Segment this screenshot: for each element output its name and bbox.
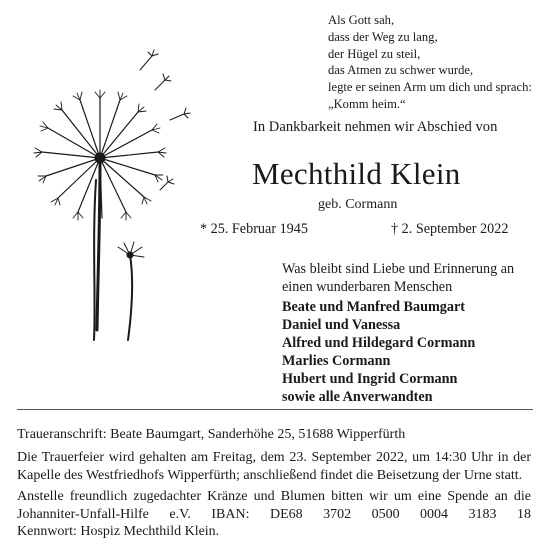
mourner-name: Beate und Manfred Baumgart bbox=[282, 299, 465, 315]
donation-line: Anstelle freundlich zugedachter Kränze und Blumen bitten wir um eine Spende an die bbox=[17, 489, 531, 504]
mourning-address: Traueranschrift: Beate Baumgart, Sanderhöhe 25, 51688 Wipperfürth bbox=[17, 427, 406, 442]
poem-line: Als Gott sah, bbox=[328, 13, 395, 27]
mourner-name: Alfred und Hildegard Cormann bbox=[282, 335, 476, 352]
donation-line: Kennwort: Hospiz Mechthild Klein. bbox=[17, 524, 220, 540]
mourner-name: Marlies Cormann bbox=[282, 353, 391, 370]
funeral-info bbox=[17, 449, 531, 484]
remembrance-text bbox=[282, 260, 514, 296]
poem-line: das Atmen zu schwer wurde, bbox=[328, 63, 474, 78]
mourner-name: Hubert und Ingrid Cormann bbox=[282, 371, 458, 388]
mourner-name: sowie alle Anverwandten bbox=[282, 389, 433, 406]
deceased-name: Mechthild Klein bbox=[252, 156, 461, 191]
donation-info bbox=[17, 488, 531, 541]
dandelion-icon bbox=[10, 40, 210, 360]
poem bbox=[328, 12, 532, 113]
divider bbox=[17, 409, 533, 410]
death-date: † 2. September 2022 bbox=[391, 221, 509, 237]
poem-line: legte er seinen Arm um dich und sprach: bbox=[328, 80, 532, 95]
poem-line: der Hügel zu steil, bbox=[328, 46, 421, 61]
mourners-list bbox=[282, 298, 475, 407]
poem-line: dass der Weg zu lang, bbox=[328, 29, 438, 44]
funeral-line: Kapelle des Westfriedhofs Wipperfürth; anschließend findet die Beisetzung der Urne statt. bbox=[17, 467, 523, 483]
birth-name: geb. Cormann bbox=[318, 197, 398, 212]
funeral-line: Die Trauerfeier wird gehalten am Freitag, dem 23. September 2022, um 14:30 Uhr in der bbox=[17, 450, 531, 465]
farewell-heading: In Dankbarkeit nehmen wir Abschied von bbox=[253, 119, 498, 135]
donation-line: Johanniter-Unfall-Hilfe e.V. IBAN: DE68 3702 0500 0004 3183 18 bbox=[17, 506, 531, 522]
mourner-name: Daniel und Vanessa bbox=[282, 317, 401, 334]
birth-date: * 25. Februar 1945 bbox=[200, 221, 308, 237]
poem-line: „Komm heim.“ bbox=[328, 96, 406, 111]
remembrance-line: einen wunderbaren Menschen bbox=[282, 279, 453, 295]
remembrance-line: Was bleibt sind Liebe und Erinnerung an bbox=[282, 261, 515, 277]
